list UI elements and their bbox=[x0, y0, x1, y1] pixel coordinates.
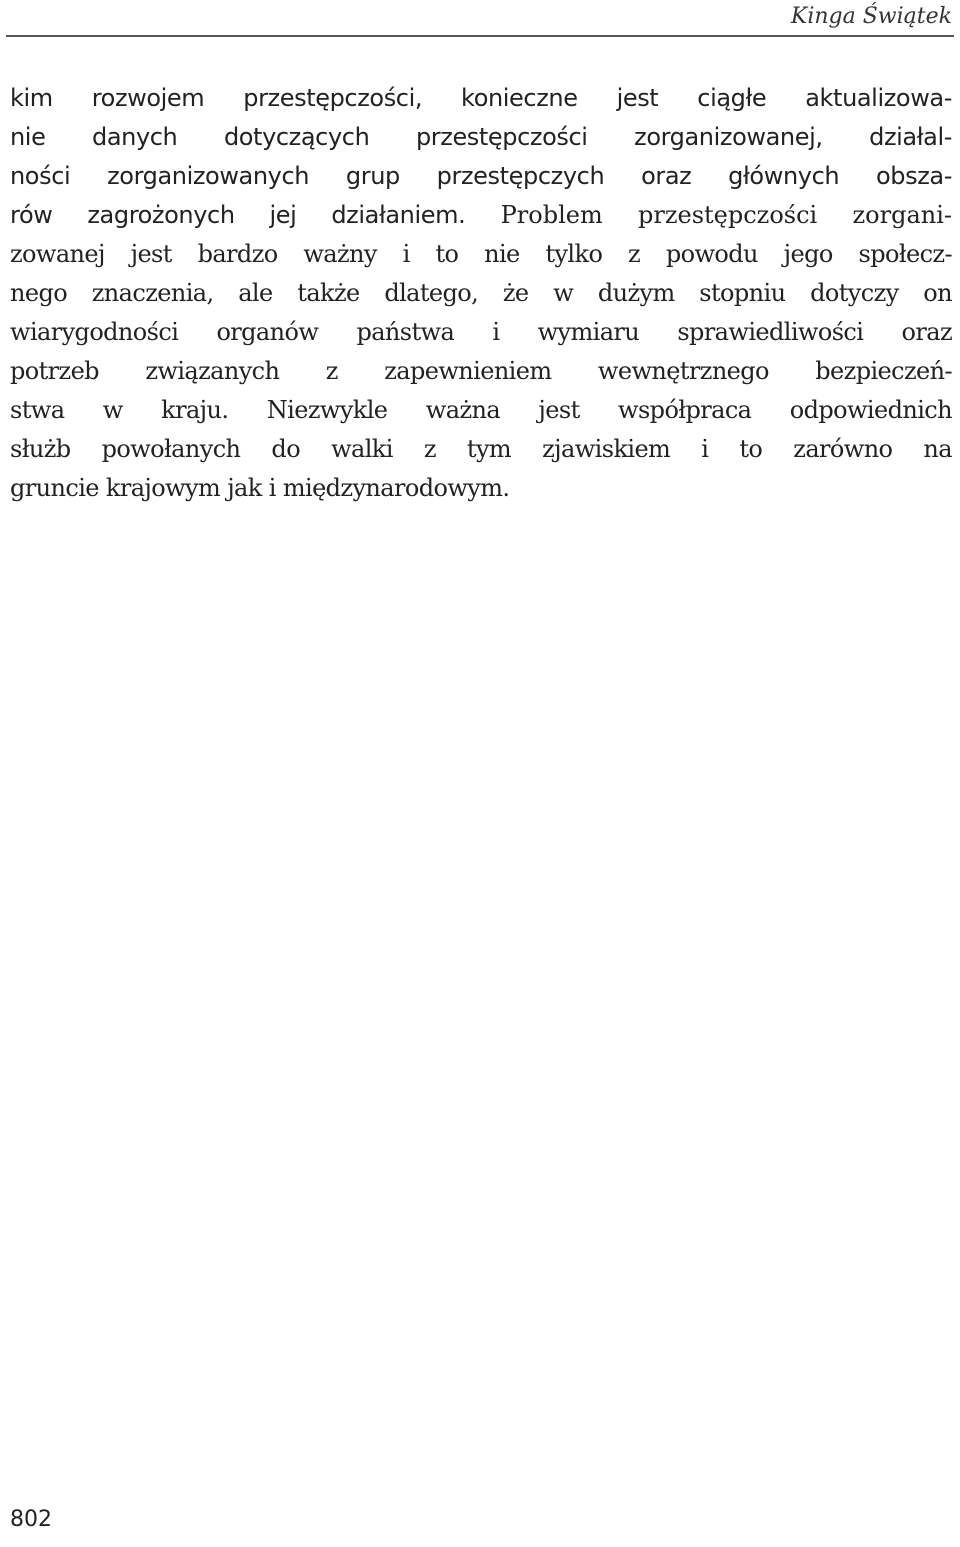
text-line: zowanej jest bardzo ważny i to nie tylko z powodu jego społecz- bbox=[10, 240, 952, 268]
text-line-part: rów zagrożonych jej działaniem. bbox=[10, 201, 466, 229]
running-header-author: Kinga Świątek bbox=[790, 4, 952, 29]
header-rule bbox=[6, 35, 954, 37]
page-number: 802 bbox=[10, 1507, 52, 1532]
body-paragraph bbox=[10, 79, 952, 508]
text-line-part: Problem przestępczości zorgani- bbox=[465, 201, 952, 229]
text-line: stwa w kraju. Niezwykle ważna jest współpraca odpowiednich bbox=[10, 396, 952, 424]
text-line: wiarygodności organów państwa i wymiaru sprawiedliwości oraz bbox=[10, 318, 952, 346]
text-line: służb powołanych do walki z tym zjawiskiem i to zarówno na bbox=[10, 435, 952, 463]
text-line: kim rozwojem przestępczości, konieczne jest ciągłe aktualizowa- bbox=[10, 84, 952, 112]
text-line: ności zorganizowanych grup przestępczych oraz głównych obsza- bbox=[10, 162, 952, 190]
text-line: nego znaczenia, ale także dlatego, że w dużym stopniu dotyczy on bbox=[10, 279, 952, 307]
text-line: gruncie krajowym jak i międzynarodowym. bbox=[10, 474, 510, 502]
text-line bbox=[10, 196, 952, 235]
text-line: potrzeb związanych z zapewnieniem wewnętrznego bezpieczeń- bbox=[10, 357, 952, 385]
text-line: nie danych dotyczących przestępczości zorganizowanej, działal- bbox=[10, 123, 952, 151]
